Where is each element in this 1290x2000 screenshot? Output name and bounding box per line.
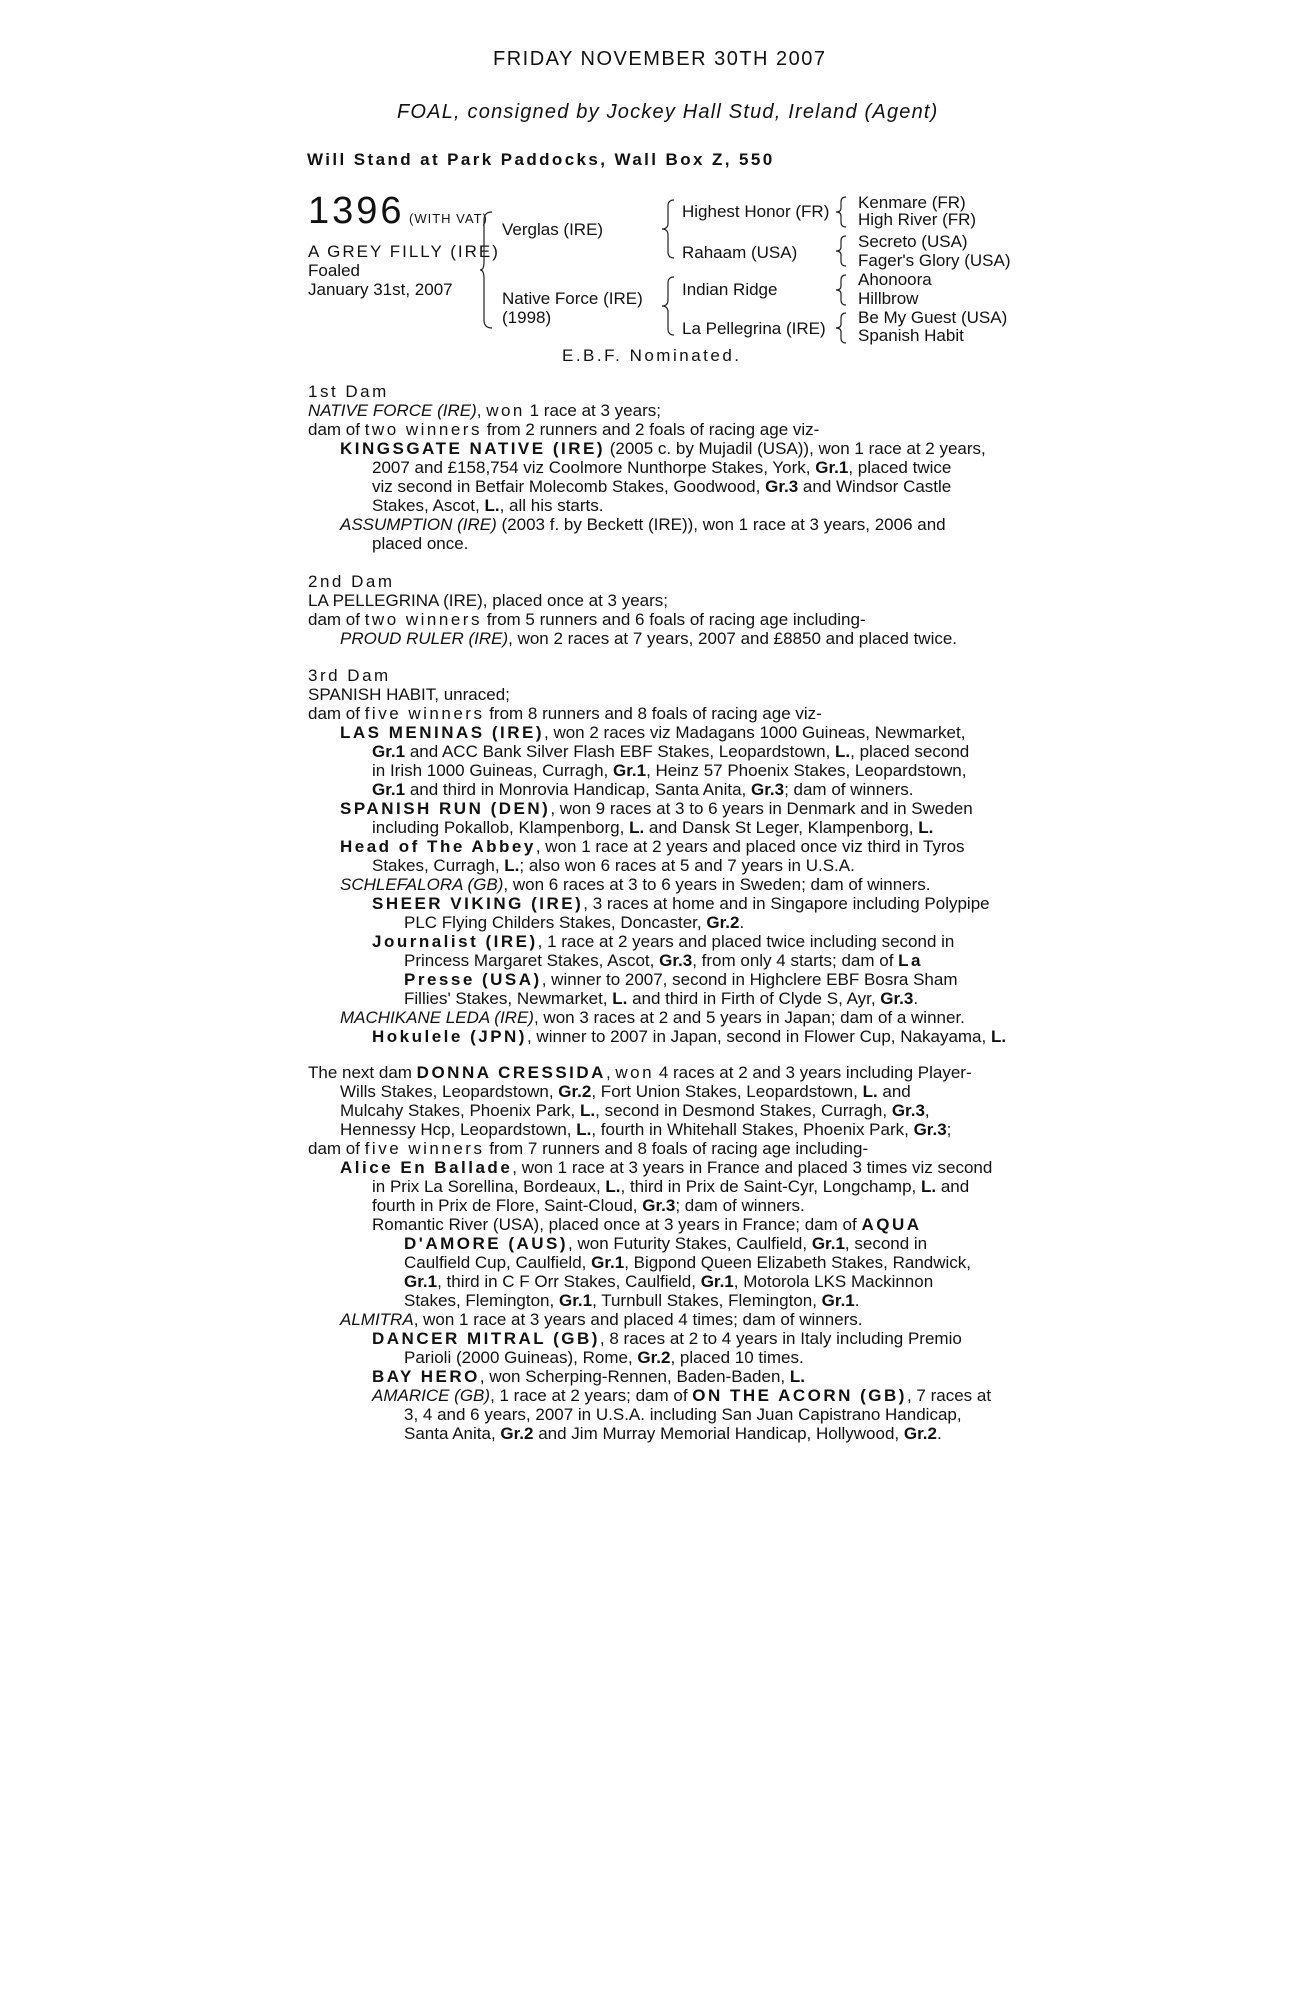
text: 4 races at 2 and 3 years including Player- [654,1063,972,1082]
text: ; [946,1120,952,1139]
text: . [854,1291,860,1310]
foaled-label: Foaled [308,261,360,280]
text-line [308,1158,1008,1177]
text: and Dansk St Leger, Klampenborg, [644,818,919,837]
text: won [486,401,525,420]
text: and [877,1082,911,1101]
second-dam-name: LA PELLEGRINA (IRE), placed once at 3 years; [308,591,669,610]
text: and third in Firth of Clyde S, Ayr, [627,989,881,1008]
text: from 5 runners and 6 foals of racing age including- [481,610,866,629]
pedigree-sss: Kenmare (FR) [858,193,966,212]
text-line [308,1272,1008,1291]
horse-name: AQUA [861,1215,922,1234]
third-dam-name: SPANISH HABIT, unraced; [308,685,510,704]
grade: L. [862,1082,878,1101]
text: dam of [308,704,365,723]
grade: Gr.3 [765,477,799,496]
text: , all his starts. [499,496,604,515]
horse-name: AMARICE (GB) [372,1386,491,1405]
grade: L. [921,1177,937,1196]
grade: Gr.3 [880,989,914,1008]
horse-name: MACHIKANE LEDA (IRE) [340,1008,534,1027]
ebf-nomination: E.B.F. Nominated. [562,346,742,365]
first-dam-heading: 1st Dam [308,382,389,401]
horse-name: DANCER MITRAL (GB) [372,1329,600,1348]
next-dam-section [308,1063,1008,1443]
text-line [308,1253,1008,1272]
text: in Irish 1000 Guineas, Curragh, [372,761,613,780]
horse-name: ON THE ACORN (GB) [692,1386,907,1405]
text-line [308,1027,1008,1046]
text-line [308,1291,1008,1310]
horse-name: Journalist (IRE) [372,932,538,951]
grade: Gr.1 [591,1253,625,1272]
text: fourth in Prix de Flore, Saint-Cloud, [372,1196,643,1215]
grade: L. [576,1120,592,1139]
text: including Pokallob, Klampenborg, [372,818,630,837]
text: , won Scherping-Rennen, Baden-Baden, [479,1367,790,1386]
grade: Gr.1 [372,742,406,761]
text: , [924,1101,930,1120]
text-line [308,761,1008,780]
text: Santa Anita, [404,1424,501,1443]
text: Wills Stakes, Leopardstown, [340,1082,559,1101]
text: from 2 runners and 2 foals of racing age viz- [481,420,820,439]
pedigree-brace-dam [662,275,676,337]
text: ; also won 6 races at 5 and 7 years in U.S.A. [519,856,855,875]
text-line [308,913,1008,932]
text: Fillies' Stakes, Newmarket, [404,989,613,1008]
text: placed once. [372,534,469,553]
progeny-kingsgate-native: KINGSGATE NATIVE (IRE) [340,439,605,458]
grade: L. [504,856,520,875]
text: Stakes, Flemington, [404,1291,559,1310]
text: viz second in Betfair Molecomb Stakes, Goodwood, [372,477,766,496]
grade: L. [580,1101,596,1120]
text: dam of [308,610,365,629]
pedigree-dds: Be My Guest (USA) [858,308,1008,327]
text-line [308,1101,1008,1120]
text: ; dam of winners. [675,1196,805,1215]
grade: L. [835,742,851,761]
pedigree-dsd: Hillbrow [858,289,919,308]
text: 2007 and £158,754 viz Coolmore Nunthorpe Stakes, York, [372,458,816,477]
text: and Jim Murray Memorial Handicap, Hollywood, [533,1424,904,1443]
text-line [308,1008,1008,1027]
text-line [308,1196,1008,1215]
text: won 2 races viz Madagans 1000 Guineas, Newmarket, [553,723,966,742]
text: , won 9 races at 3 to 6 years in Denmark and in Sweden [550,799,973,818]
text: (2005 c. by Mujadil (USA)), won 1 race at 2 years, [605,439,986,458]
text: The next dam [308,1063,417,1082]
horse-name: DONNA CRESSIDA [416,1063,606,1082]
pedigree-dam: Native Force (IRE) [502,289,643,308]
text: , won 6 races at 3 to 6 years in Sweden; dam of winners. [503,875,931,894]
text-line [308,818,1008,837]
horse-name: D'AMORE (AUS) [404,1234,569,1253]
grade: Gr.3 [913,1120,947,1139]
text: , placed twice [848,458,952,477]
text-line [308,1386,1008,1405]
text: , 7 races at [906,1386,992,1405]
horse-name: SHEER VIKING (IRE) [372,894,584,913]
grade: Gr.2 [637,1348,671,1367]
text: , [605,1063,616,1082]
grade: Gr.3 [891,1101,925,1120]
horse-name: Presse (USA) [404,970,542,989]
pedigree-sire-sire: Highest Honor (FR) [682,202,830,221]
text: , won Futurity Stakes, Caulfield, [568,1234,812,1253]
text: , Turnbull Stakes, Flemington, [592,1291,822,1310]
text: , third in C F Orr Stakes, Caulfield, [437,1272,701,1291]
text: 1 race at 3 years; [524,401,661,420]
text: , winner to 2007, second in Highclere EBF Bosra Sham [541,970,958,989]
sale-date: FRIDAY NOVEMBER 30TH 2007 [493,48,827,70]
text-line [308,875,1008,894]
text-line [308,837,1008,856]
text: and ACC Bank Silver Flash EBF Stakes, Leopardstown, [405,742,836,761]
second-dam-heading: 2nd Dam [308,572,395,591]
grade: L. [612,989,628,1008]
text: PLC Flying Childers Stakes, Doncaster, [404,913,707,932]
pedigree-brace-ss [836,195,848,229]
text-line [308,723,1008,742]
grade: Gr.2 [706,913,740,932]
text: , Heinz 57 Phoenix Stakes, Leopardstown, [646,761,967,780]
text-line [308,780,1008,799]
grade: Gr.1 [372,780,406,799]
text: , 8 races at 2 to 4 years in Italy including Premio [599,1329,962,1348]
text-line [308,1405,1008,1424]
text: , placed 10 times. [670,1348,804,1367]
pedigree-brace-gen1 [480,210,494,330]
text-line [308,1177,1008,1196]
grade: Gr.3 [659,951,693,970]
lot-block [308,190,488,233]
progeny-proud-ruler: PROUD RULER (IRE) [340,629,509,648]
pedigree-brace-ds [836,273,848,307]
pedigree-brace-sire [662,198,676,260]
pedigree-sds: Secreto (USA) [858,232,968,251]
pedigree-sire: Verglas (IRE) [502,220,604,239]
grade: Gr.1 [558,1291,593,1310]
text-line [308,989,1008,1008]
pedigree-sire-dam: Rahaam (USA) [682,243,798,262]
text: , won 1 race at 2 years and placed once viz third in Tyros [535,837,965,856]
pedigree-ddd: Spanish Habit [858,326,964,345]
grade: Gr.3 [750,780,785,799]
text: , Fort Union Stakes, Leopardstown, [591,1082,863,1101]
pedigree-brace-dd [836,311,848,345]
text: , won 1 race at 3 years and placed 4 times; dam of winners. [413,1310,863,1329]
text-line [308,1310,1008,1329]
grade: Gr.2 [558,1082,592,1101]
horse-name: Hokulele (JPN) [372,1027,527,1046]
grade: Gr.1 [811,1234,845,1253]
text: . [936,1424,942,1443]
pedigree-dam-year: (1998) [502,308,552,327]
text: and Windsor Castle [798,477,952,496]
text-line [308,856,1008,875]
text: and third in Monrovia Handicap, Santa Anita, [405,780,751,799]
horse-name: BAY HERO [372,1367,480,1386]
first-dam-section [308,382,1008,553]
text: , second in [844,1234,928,1253]
text-line [308,1082,1008,1101]
text: , Motorola LKS Mackinnon [733,1272,934,1291]
text: , from only 4 starts; dam of [692,951,899,970]
text: five winners [364,704,485,723]
text: , fourth in Whitehall Stakes, Phoenix Park, [591,1120,914,1139]
text-line [308,1139,1008,1158]
grade: Gr.1 [700,1272,734,1291]
grade: L. [629,818,645,837]
text: , third in Prix de Saint-Cyr, Longchamp, [620,1177,921,1196]
grade: Gr.2 [500,1424,534,1443]
grade: Gr.1 [612,761,647,780]
horse-name: SCHLEFALORA (GB) [340,875,504,894]
pedigree-sdd: Fager's Glory (USA) [858,251,1011,270]
second-dam-section [308,572,1008,648]
text: (2003 f. by Beckett (IRE)), won 1 race at 3 years, 2006 and [496,515,946,534]
text-line [308,932,1008,951]
third-dam-heading: 3rd Dam [308,666,391,685]
text: from 8 runners and 8 foals of racing age viz- [484,704,822,723]
text: two winners [364,420,482,439]
text-line [308,951,1008,970]
pedigree-brace-sd [836,234,848,268]
text: Parioli (2000 Guineas), Rome, [404,1348,638,1367]
text: Stakes, Ascot, [372,496,485,515]
consignment-line: FOAL, consigned by Jockey Hall Stud, Ireland (Agent) [397,101,939,123]
text-line [308,1234,1008,1253]
grade: L. [918,818,934,837]
text: . [913,989,919,1008]
grade: Gr.3 [642,1196,676,1215]
third-dam-progeny [308,723,1008,1046]
pedigree-dam-sire: Indian Ridge [682,280,778,299]
text: Romantic River (USA), placed once at 3 years in France; dam of [372,1215,862,1234]
text: Hennessy Hcp, Leopardstown, [340,1120,577,1139]
text: , second in Desmond Stakes, Curragh, [595,1101,892,1120]
grade: L. [484,496,500,515]
third-dam-section [308,666,1008,1046]
first-dam-name: NATIVE FORCE (IRE) [308,401,477,420]
grade: Gr.1 [404,1272,438,1291]
horse-name: SPANISH RUN (DEN) [340,799,551,818]
text-line [308,1329,1008,1348]
text: , 1 race at 2 years and placed twice including second in [537,932,955,951]
text-line [308,799,1008,818]
pedigree-dss: Ahonoora [858,270,932,289]
pedigree-ssd: High River (FR) [858,210,977,229]
text-line [308,970,1008,989]
text: dam of [308,1139,365,1158]
text: , 1 race at 2 years; dam of [490,1386,693,1405]
text: , won 3 races at 2 and 5 years in Japan; dam of a winner. [533,1008,965,1027]
pedigree-dam-dam: La Pellegrina (IRE) [682,319,826,338]
text: won [615,1063,655,1082]
text-line [308,1120,1008,1139]
text: , placed second [850,742,970,761]
grade: L. [605,1177,621,1196]
grade: Gr.1 [815,458,849,477]
text: , Bigpond Queen Elizabeth Stakes, Randwick, [624,1253,972,1272]
text-line [308,742,1008,761]
foaled-date: January 31st, 2007 [308,280,453,299]
text-line [308,1215,1008,1234]
text-line [308,894,1008,913]
next-dam-body [308,1063,1008,1443]
text: 3, 4 and 6 years, 2007 in U.S.A. including San Juan Capistrano Handicap, [404,1405,962,1424]
horse-name: Alice En Ballade [340,1158,513,1177]
text: Stakes, Curragh, [372,856,505,875]
text: Princess Margaret Stakes, Ascot, [404,951,660,970]
text: , winner to 2007 in Japan, second in Flower Cup, Nakayama, [526,1027,991,1046]
grade: L. [990,1027,1007,1046]
horse-name: Head of The Abbey [340,837,536,856]
text: , won 2 races at 7 years, 2007 and £8850 and placed twice. [508,629,958,648]
text: Caulfield Cup, Caulfield, [404,1253,592,1272]
text: Mulcahy Stakes, Phoenix Park, [340,1101,581,1120]
text-line [308,1367,1008,1386]
text: two winners [364,610,482,629]
vat-note: (WITH VAT) [409,211,488,226]
horse-name: LAS MENINAS (IRE) [340,723,544,742]
text-line [308,1424,1008,1443]
text: . [739,913,745,932]
horse-name: ALMITRA [340,1310,414,1329]
stand-location: Will Stand at Park Paddocks, Wall Box Z, 550 [307,150,775,169]
text: in Prix La Sorellina, Bordeaux, [372,1177,606,1196]
grade: Gr.1 [821,1291,855,1310]
lot-number: 1396 [308,190,405,232]
horse-name: La [898,951,924,970]
text: , [476,401,487,420]
text: five winners [364,1139,485,1158]
text: from 7 runners and 8 foals of racing age including- [484,1139,869,1158]
lot-description: A GREY FILLY (IRE) [308,242,500,261]
text-line [308,1348,1008,1367]
text: ; dam of winners. [784,780,914,799]
grade: L. [789,1367,805,1386]
separator: , [544,723,554,742]
progeny-assumption: ASSUMPTION (IRE) [340,515,497,534]
grade: Gr.2 [903,1424,937,1443]
text: , won 1 race at 3 years in France and placed 3 times viz second [512,1158,993,1177]
text: and [936,1177,970,1196]
text: , 3 races at home and in Singapore including Polypipe [583,894,990,913]
text-line [308,1063,1008,1082]
text: dam of [308,420,365,439]
